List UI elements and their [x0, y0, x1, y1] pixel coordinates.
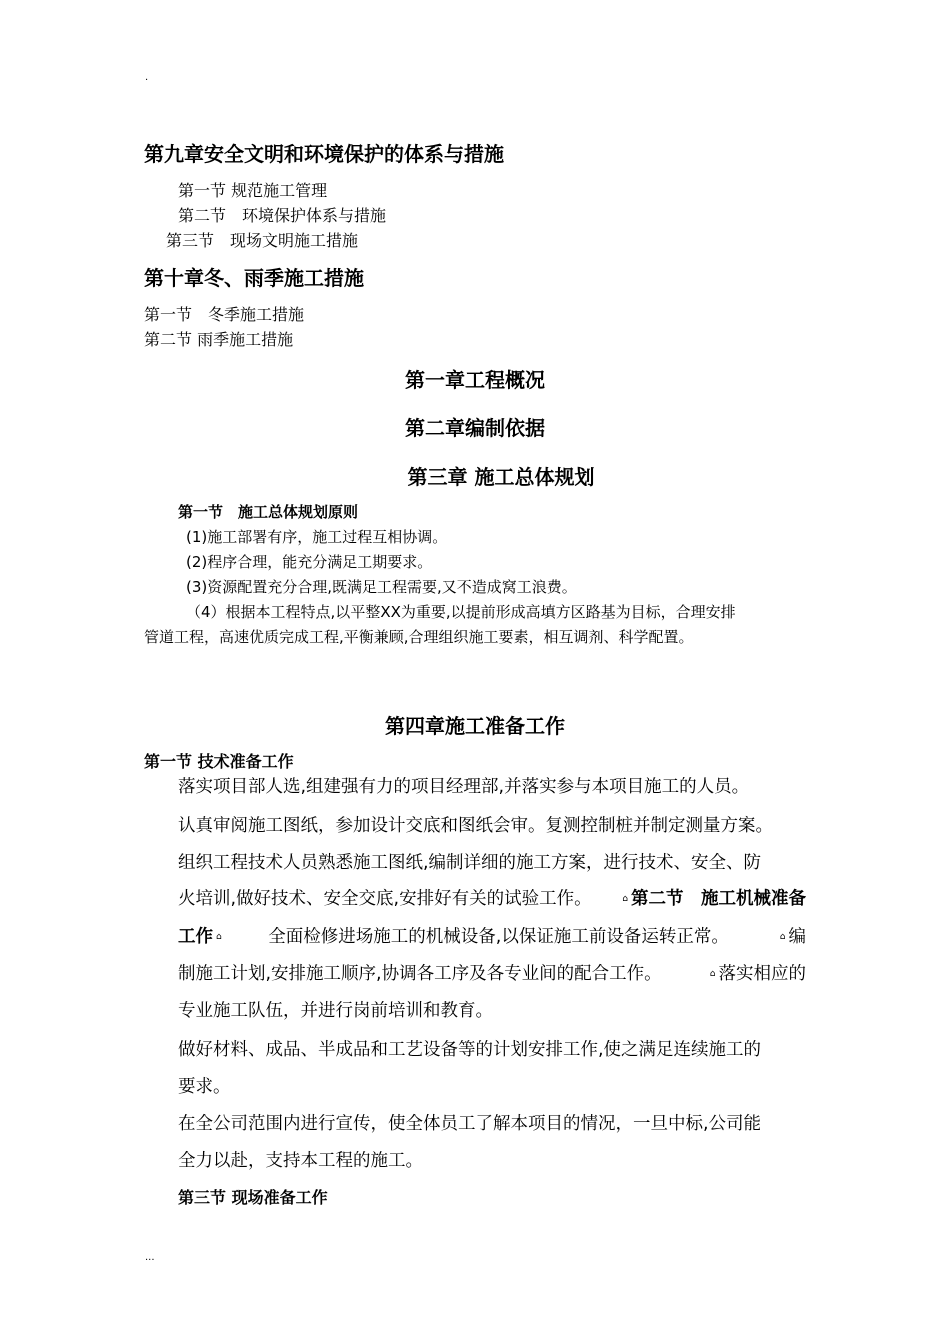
top-mark: . [145, 72, 149, 83]
chapter-3-title: 第三章 施工总体规划 [407, 465, 595, 489]
ch3-principle-2: (2)程序合理，能充分满足工期要求。 [186, 553, 433, 571]
ch4-line-5-tail: 编 [788, 927, 806, 947]
anchor-icon: ⌂ [622, 894, 628, 904]
ch3-principle-1: (1)施工部署有序，施工过程互相协调。 [186, 528, 448, 546]
ch4-section-2-title-end: 工作 [178, 927, 213, 947]
toc-ch9-section-3: 第三节 现场文明施工措施 [166, 231, 359, 250]
anchor-icon: ⌂ [216, 932, 222, 942]
chapter-4-title: 第四章施工准备工作 [385, 714, 565, 738]
toc-ch9-section-2: 第二节 环境保护体系与措施 [178, 206, 387, 225]
ch4-line-11: 全力以赴，支持本工程的施工。 [178, 1151, 423, 1171]
ch4-section-1-title: 第一节 技术准备工作 [144, 752, 294, 771]
ch4-line-5-text: 全面检修进场施工的机械设备,以保证施工前设备运转正常。 [268, 927, 729, 947]
ch4-line-4-text: 火培训,做好技术、安全交底,安排好有关的试验工作。 [178, 889, 592, 909]
ch4-line-2: 认真审阅施工图纸，参加设计交底和图纸会审。复测控制桩并制定测量方案。 [178, 816, 773, 836]
ch3-principle-4-line-2: 管道工程，高速优质完成工程,平衡兼顾,合理组织施工要素，相互调剂、科学配置。 [144, 628, 694, 646]
toc-chapter-9: 第九章安全文明和环境保护的体系与措施 [144, 142, 504, 166]
anchor-icon: ⌂ [779, 932, 786, 942]
ch3-principle-3: (3)资源配置充分合理,既满足工程需要,又不造成窝工浪费。 [186, 578, 577, 596]
toc-ch10-section-2: 第二节 雨季施工措施 [144, 330, 294, 349]
ch4-line-8: 做好材料、成品、半成品和工艺设备等的计划安排工作,使之满足连续施工的 [178, 1040, 762, 1060]
ch4-line-1: 落实项目部人选,组建强有力的项目经理部,并落实参与本项目施工的人员。 [178, 777, 750, 797]
ch4-line-9: 要求。 [178, 1077, 231, 1097]
ch4-line-6 [178, 960, 806, 985]
toc-ch9-section-1: 第一节 规范施工管理 [178, 181, 328, 200]
chapter-1-title: 第一章工程概况 [405, 368, 545, 392]
ch4-line-10: 在全公司范围内进行宣传，使全体员工了解本项目的情况，一旦中标,公司能 [178, 1114, 762, 1134]
bottom-mark: ... [145, 1252, 155, 1263]
ch4-line-4 [178, 885, 806, 910]
ch4-line-3: 组织工程技术人员熟悉施工图纸,编制详细的施工方案，进行技术、安全、防 [178, 853, 762, 873]
ch4-line-6-tail: 落实相应的 [718, 964, 806, 984]
ch3-principle-4-line-1: （4）根据本工程特点,以平整XX为重要,以提前形成高填方区路基为目标，合理安排 [186, 603, 736, 621]
ch4-line-6-text: 制施工计划,安排施工顺序,协调各工序及各专业间的配合工作。 [178, 964, 662, 984]
ch3-section-1-title: 第一节 施工总体规划原则 [178, 503, 359, 521]
chapter-2-title: 第二章编制依据 [405, 416, 545, 440]
toc-chapter-10: 第十章冬、雨季施工措施 [144, 266, 364, 290]
ch4-section-2-title: 第二节 施工机械准备 [631, 889, 806, 909]
toc-ch10-section-1: 第一节 冬季施工措施 [144, 305, 305, 324]
ch4-line-5 [178, 923, 806, 948]
anchor-icon: ⌂ [709, 969, 716, 979]
ch4-line-7: 专业施工队伍，并进行岗前培训和教育。 [178, 1001, 493, 1021]
ch4-section-3-title: 第三节 现场准备工作 [178, 1188, 328, 1207]
